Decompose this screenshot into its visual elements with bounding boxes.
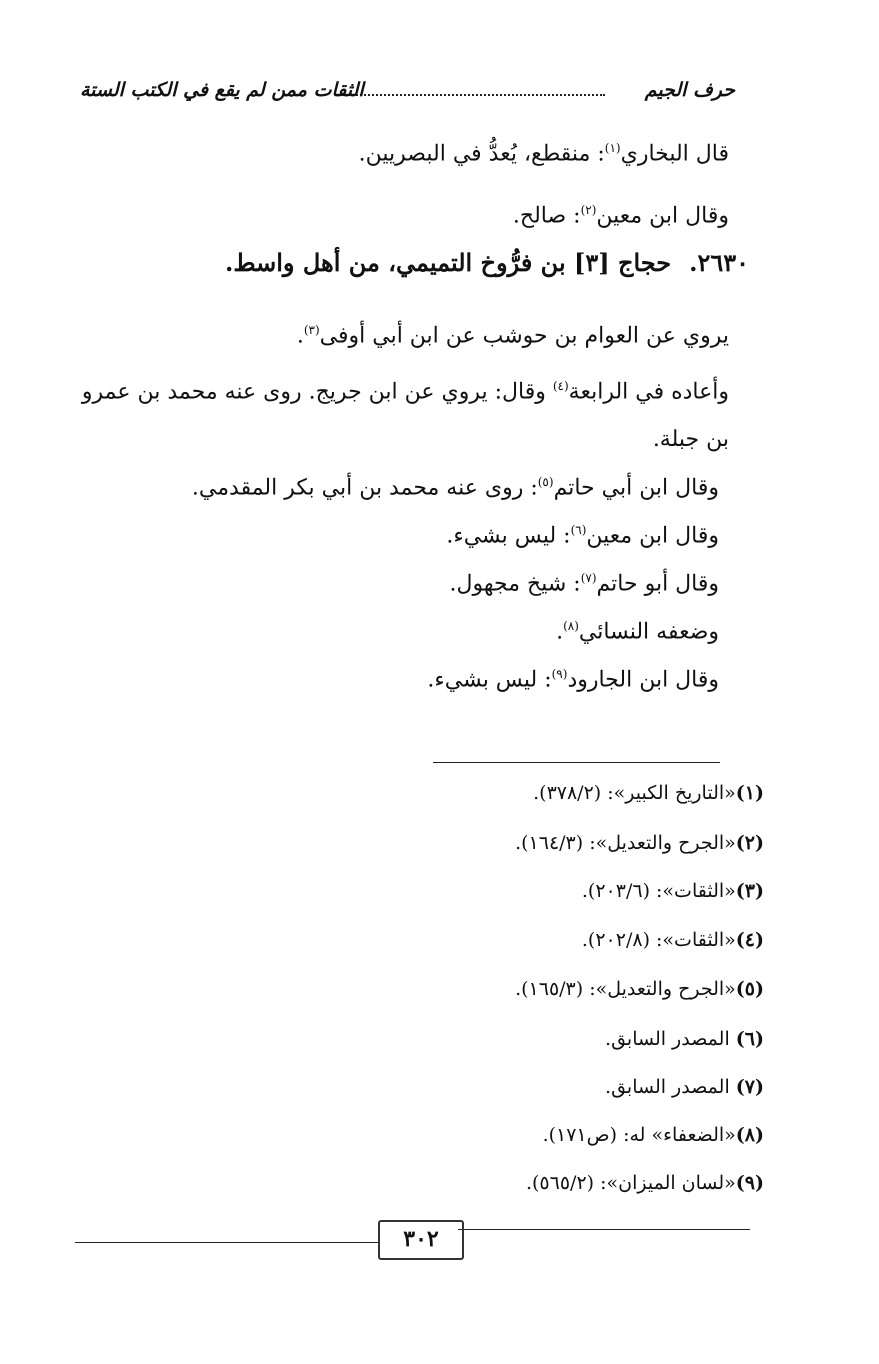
footnote bbox=[605, 1072, 764, 1102]
chapter-title: حرف الجيم bbox=[644, 79, 735, 101]
footer-rule-left bbox=[75, 1242, 380, 1243]
page-number: ٣٠٢ bbox=[378, 1220, 464, 1260]
paragraph-text-rest: وقال: يروي عن ابن جريج. روى عنه محمد بن عمرو بن جبلة. bbox=[81, 379, 729, 453]
narrator-statement: : منقطع، يُعدُّ في البصريين. bbox=[358, 141, 605, 167]
footnote-ref[interactable]: (٤) bbox=[552, 379, 569, 393]
narrator-label: وقال ابن أبي حاتم bbox=[553, 475, 719, 501]
footnote-ref[interactable]: (٥) bbox=[537, 475, 554, 489]
footnote-number: (٥) bbox=[735, 978, 764, 1000]
footnote-text: المصدر السابق. bbox=[605, 1028, 730, 1050]
footnote bbox=[526, 1168, 764, 1198]
narrator-statement: : ليس بشيء. bbox=[446, 523, 571, 549]
header-dotted-leader bbox=[345, 94, 605, 96]
paragraph-text: يروي عن العوام بن حوشب عن ابن أبي أوفى bbox=[319, 323, 729, 349]
quote-line bbox=[446, 514, 719, 552]
footnote-text: «الضعفاء» له: (ص١٧١). bbox=[542, 1124, 736, 1146]
footnote-ref[interactable]: (٣) bbox=[303, 323, 320, 337]
footnote-number: (٧) bbox=[735, 1076, 764, 1098]
quote-line bbox=[192, 466, 719, 504]
footnote-ref[interactable]: (٩) bbox=[551, 667, 568, 681]
footnote-number: (٨) bbox=[735, 1124, 764, 1146]
quote-line bbox=[556, 610, 719, 648]
footnote-text: «التاريخ الكبير»: (٣٧٨/٢). bbox=[533, 782, 736, 804]
footnote bbox=[533, 778, 764, 808]
paragraph bbox=[60, 362, 729, 464]
text-line bbox=[513, 194, 729, 232]
footnote-text: «الثقات»: (٢٠٣/٦). bbox=[581, 880, 736, 902]
book-title: الثقات ممن لم يقع في الكتب الستة bbox=[80, 79, 364, 101]
footnote-ref[interactable]: (٨) bbox=[563, 619, 579, 633]
footnote bbox=[543, 1120, 764, 1150]
footnote-text: «الثقات»: (٢٠٢/٨). bbox=[581, 929, 736, 951]
footnote bbox=[605, 1024, 764, 1054]
footnote-ref[interactable]: (٦) bbox=[570, 523, 587, 537]
footnote bbox=[582, 925, 764, 955]
text-line bbox=[359, 132, 729, 170]
narrator-label: وقال ابن معين bbox=[596, 203, 729, 229]
footnote-separator bbox=[433, 762, 720, 763]
footnote-number: (٣) bbox=[735, 880, 764, 902]
narrator-statement: : روى عنه محمد بن أبي بكر المقدمي. bbox=[191, 475, 538, 501]
footnote-number: (٢) bbox=[735, 832, 764, 854]
narrator-label: وقال أبو حاتم bbox=[596, 571, 719, 597]
entry-number: ٢٦٣٠. bbox=[689, 248, 749, 277]
narrator-statement: : شيخ مجهول. bbox=[449, 571, 581, 597]
narrator-label: وضعفه النسائي bbox=[578, 619, 719, 645]
footnote-number: (٦) bbox=[735, 1028, 764, 1050]
footnote-ref[interactable]: (٧) bbox=[580, 571, 597, 585]
paragraph-text: وأعاده في الرابعة bbox=[568, 379, 729, 405]
paragraph-end: . bbox=[296, 323, 304, 349]
footnote-text: «الجرح والتعديل»: (١٦٤/٣). bbox=[515, 832, 736, 854]
footnote-number: (١) bbox=[735, 782, 764, 804]
footnote bbox=[515, 974, 764, 1004]
running-header bbox=[80, 70, 735, 110]
footnote bbox=[582, 876, 764, 906]
narrator-label: قال البخاري bbox=[620, 141, 729, 167]
narrator-statement: : ليس بشيء. bbox=[427, 667, 552, 693]
narrator-label: وقال ابن الجارود bbox=[567, 667, 719, 693]
entry-title: حجاج [٣] بن فرُّوخ التميمي، من أهل واسط. bbox=[225, 248, 672, 277]
narrator-statement: : صالح. bbox=[512, 203, 581, 229]
footnote-text: «الجرح والتعديل»: (١٦٥/٣). bbox=[515, 978, 736, 1000]
footnote-text: «لسان الميزان»: (٥٦٥/٢). bbox=[525, 1172, 736, 1194]
entry-heading bbox=[225, 248, 749, 277]
footnote-number: (٩) bbox=[735, 1172, 764, 1194]
quote-line bbox=[450, 562, 719, 600]
footnote-ref[interactable]: (١) bbox=[604, 141, 621, 155]
quote-line bbox=[427, 658, 719, 696]
footnote-number: (٤) bbox=[735, 929, 764, 951]
footnote bbox=[515, 828, 764, 858]
footnote-ref[interactable]: (٢) bbox=[580, 203, 597, 217]
footnote-text: المصدر السابق. bbox=[605, 1076, 730, 1098]
narrator-label: وقال ابن معين bbox=[586, 523, 719, 549]
text-line bbox=[297, 314, 729, 352]
footer-rule-right bbox=[458, 1229, 750, 1230]
narrator-statement: . bbox=[556, 619, 564, 645]
